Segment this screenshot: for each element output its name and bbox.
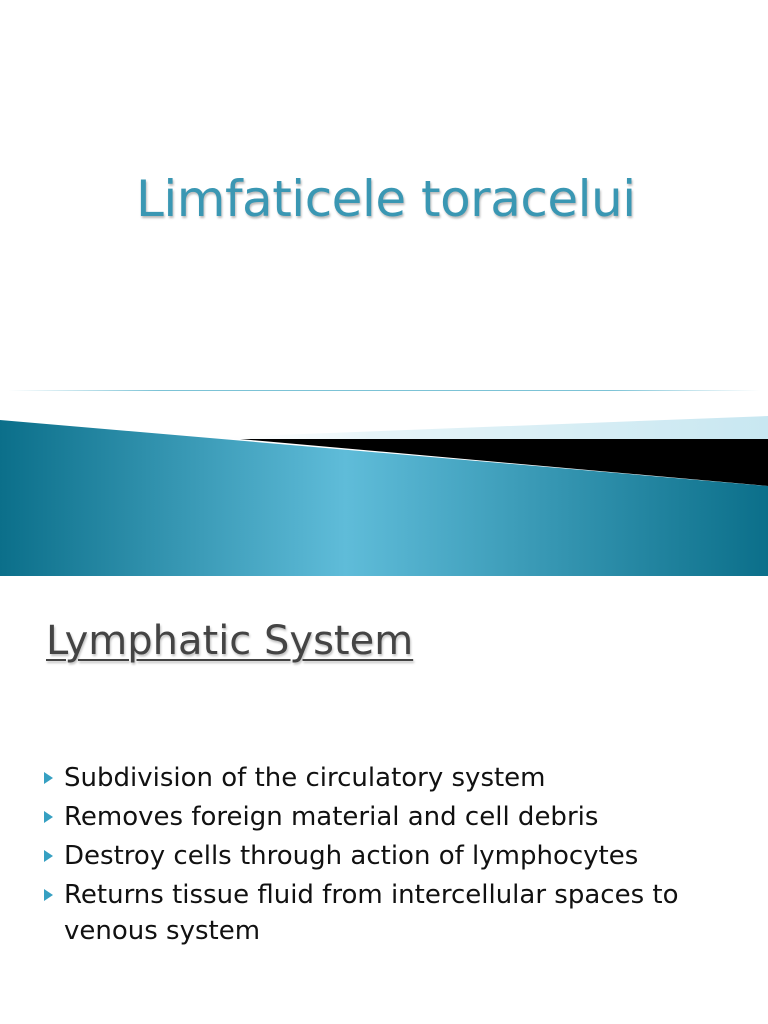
list-item — [44, 877, 744, 948]
list-item — [44, 838, 744, 875]
decorative-banner — [0, 410, 768, 580]
section-heading: Lymphatic System — [46, 618, 414, 664]
arrow-right-icon — [44, 889, 53, 901]
banner-light-stripe — [200, 416, 768, 440]
divider-line — [8, 390, 760, 391]
bullet-text: Subdivision of the circulatory system — [64, 763, 546, 793]
bullet-list — [44, 760, 744, 950]
arrow-right-icon — [44, 772, 53, 784]
bullet-text: Destroy cells through action of lymphocytes — [64, 841, 639, 871]
slide-title: Limfaticele toracelui — [136, 170, 636, 228]
bullet-text-continuation: venous system — [64, 916, 261, 946]
bullet-text: Returns tissue fluid from intercellular spaces to — [64, 880, 679, 910]
bullet-text: Removes foreign material and cell debris — [64, 802, 599, 832]
list-item — [44, 799, 744, 836]
arrow-right-icon — [44, 811, 53, 823]
arrow-right-icon — [44, 850, 53, 862]
list-item — [44, 760, 744, 797]
